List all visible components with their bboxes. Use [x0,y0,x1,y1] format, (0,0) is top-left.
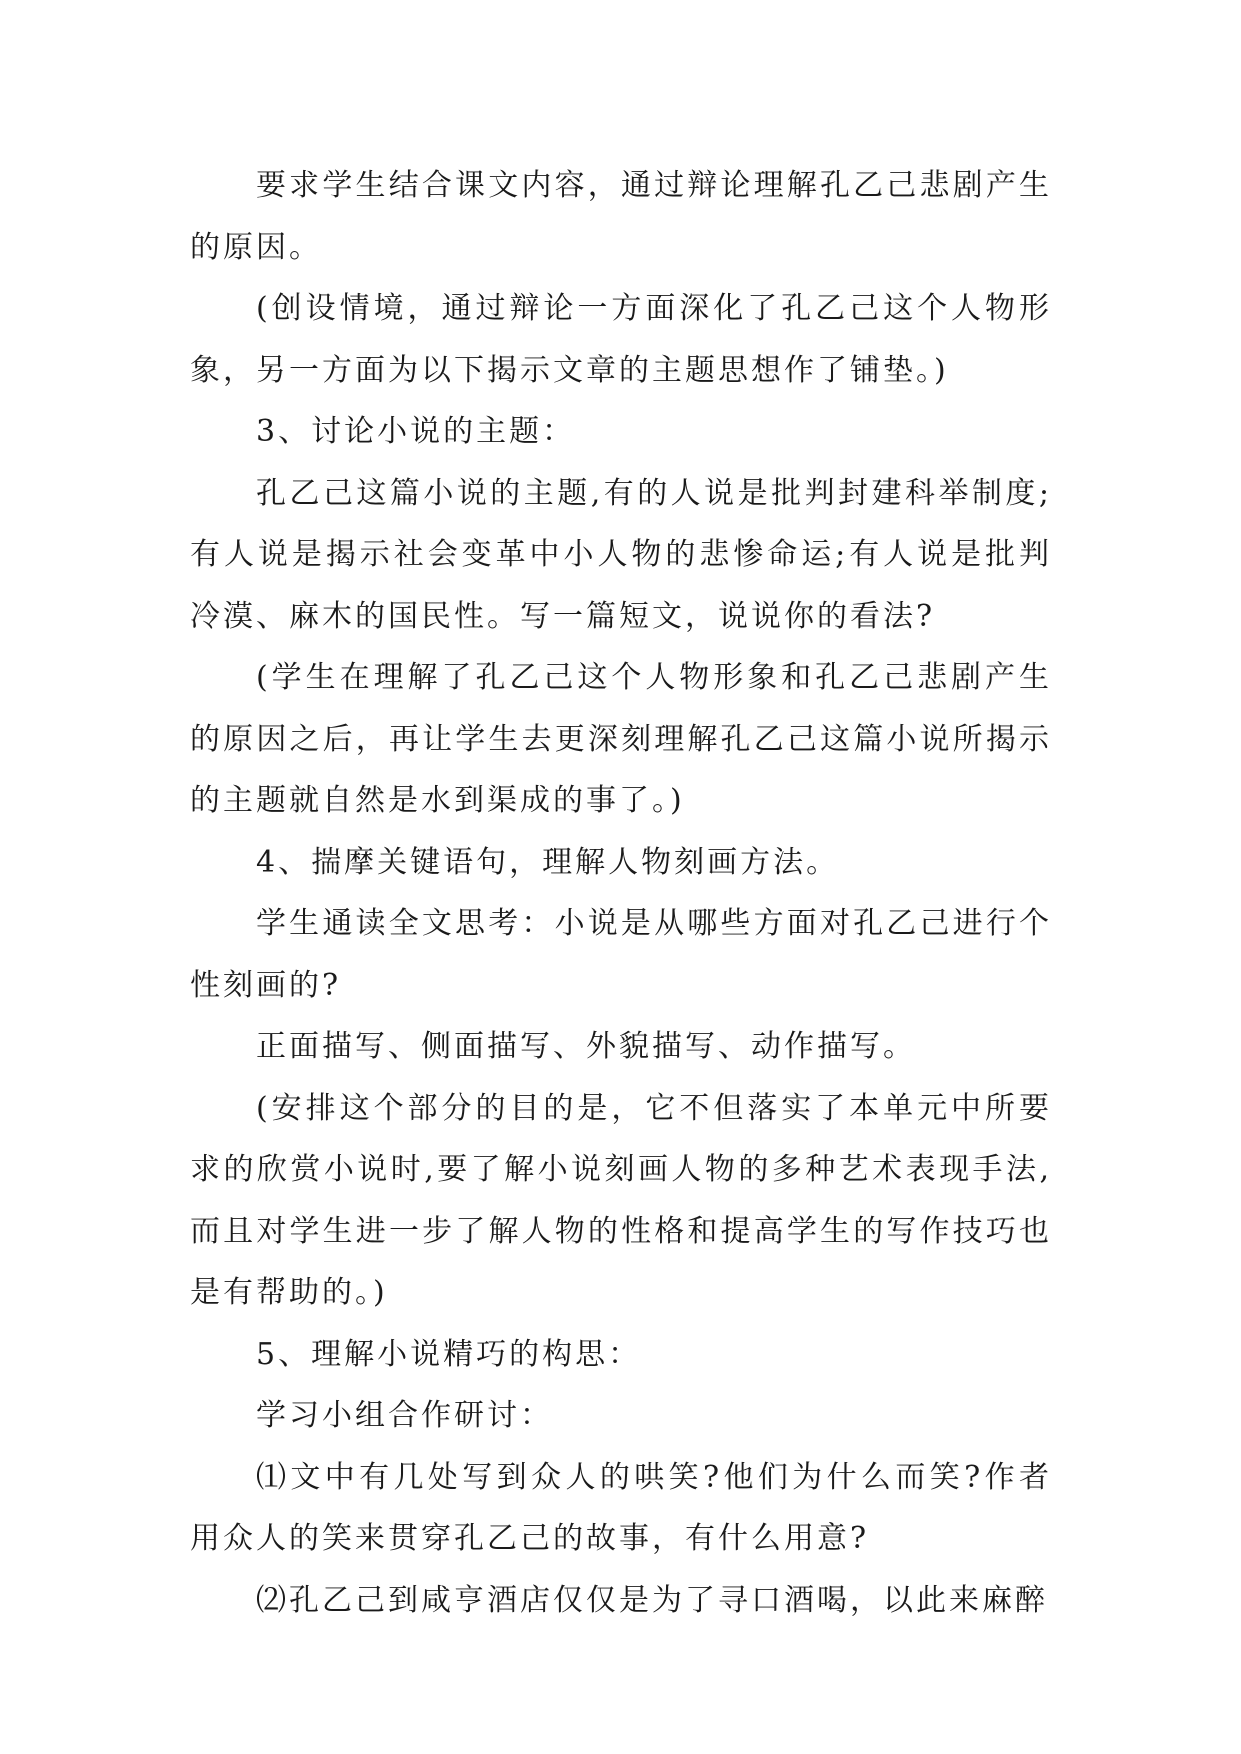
list-item: ⑴文中有几处写到众人的哄笑?他们为什么而笑?作者用众人的笑来贯穿孔乙己的故事，有什么用意? [190,1459,1052,1556]
paragraph: 孔乙己这篇小说的主题,有的人说是批判封建科举制度;有人说是揭示社会变革中小人物的悲惨命运;有人说是批判冷漠、麻木的国民性。写一篇短文，说说你的看法? [190,475,1052,634]
list-item: ⑵孔乙己到咸亨酒店仅仅是为了寻口酒喝，以此来麻醉 [256,1582,1048,1618]
section-heading: 4、揣摩关键语句，理解人物刻画方法。 [256,844,840,880]
section-heading: 5、理解小说精巧的构思： [256,1336,642,1372]
paragraph: (创设情境，通过辩论一方面深化了孔乙己这个人物形象，另一方面为以下揭示文章的主题思想作了铺垫。) [190,291,1052,388]
paragraph: 学生通读全文思考：小说是从哪些方面对孔乙己进行个性刻画的? [190,906,1052,1003]
paragraph: 要求学生结合课文内容，通过辩论理解孔乙己悲剧产生的原因。 [190,168,1052,265]
document-page [190,155,1052,1631]
paragraph: 学习小组合作研讨： [256,1398,553,1433]
section-heading: 3、讨论小说的主题： [256,414,576,449]
paragraph: (安排这个部分的目的是，它不但落实了本单元中所要求的欣赏小说时,要了解小说刻画人物的多种艺术表现手法,而且对学生进一步了解人物的性格和提高学生的写作技巧也是有帮助的。) [190,1090,1052,1310]
paragraph: 正面描写、侧面描写、外貌描写、动作描写。 [256,1029,916,1064]
paragraph: (学生在理解了孔乙己这个人物形象和孔乙己悲剧产生的原因之后，再让学生去更深刻理解孔乙己这篇小说所揭示的主题就自然是水到渠成的事了。) [190,660,1052,818]
